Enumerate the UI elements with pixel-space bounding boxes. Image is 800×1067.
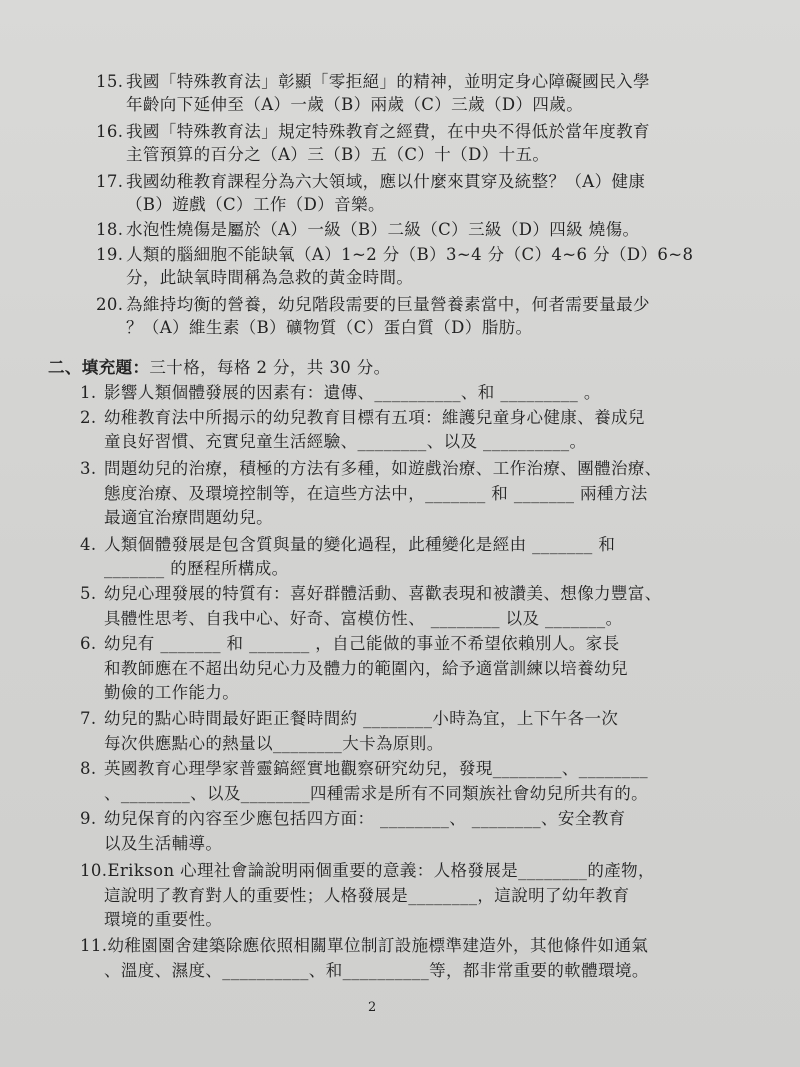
mc-item-16-line-1: 16. 我國「特殊教育法」規定特殊教育之經費，在中央不得低於當年度教育 (96, 122, 650, 141)
mc-item-15-line-2: 年齡向下延伸至（A）一歲（B）兩歲（C）三歲（D）四歲。 (126, 95, 584, 114)
fill-item-5-line-2: 具體性思考、自我中心、好奇、富模仿性、 ________ 以及 _______。 (104, 609, 623, 628)
page-number: 2 (368, 1000, 377, 1015)
fill-item-9-line-2: 以及生活輔導。 (104, 834, 223, 853)
fill-item-10-line-2: 這說明了教育對人的重要性；人格發展是________，這說明了幼年教育 (104, 886, 630, 905)
fill-item-11-line-2: 、溫度、濕度、__________、和__________等，都非常重要的軟體環境。 (104, 961, 649, 980)
fill-item-10-line-3: 環境的重要性。 (104, 910, 223, 929)
fill-item-4-line-1: 4. 人類個體發展是包含質與量的變化過程，此種變化是經由 _______ 和 (80, 535, 616, 554)
section-2-heading (48, 357, 391, 379)
mc-item-15-line-1: 15. 我國「特殊教育法」彰顯「零拒絕」的精神，並明定身心障礙國民入學 (96, 72, 650, 91)
fill-item-8-line-1: 8. 英國教育心理學家普靈鎬經實地觀察研究幼兒，發現________、________ (80, 759, 648, 778)
mc-item-16-line-2: 主管預算的百分之（A）三（B）五（C）十（D）十五。 (126, 145, 550, 164)
fill-item-6-line-1: 6. 幼兒有 _______ 和 _______ ，自己能做的事並不希望依賴別人。家長 (80, 634, 620, 653)
fill-item-6-line-2: 和教師應在不超出幼兒心力及體力的範圍內，給予適當訓練以培養幼兒 (104, 659, 628, 678)
mc-item-20-line-1: 20. 為維持均衡的營養，幼兒階段需要的巨量營養素當中，何者需要量最少 (96, 295, 650, 314)
fill-item-10-line-1: 10.Erikson 心理社會論說明兩個重要的意義：人格發展是________的產物， (80, 861, 655, 880)
fill-item-2-line-1: 2. 幼稚教育法中所揭示的幼兒教育目標有五項：維護兒童身心健康、養成兒 (80, 408, 645, 427)
fill-item-3-line-2: 態度治療、及環境控制等，在這些方法中，_______ 和 _______ 兩種方法 (104, 484, 648, 503)
fill-item-9-line-1: 9. 幼兒保育的內容至少應包括四方面： ________、 ________、安全教育 (80, 809, 626, 828)
mc-item-17-line-2: （B）遊戲（C）工作（D）音樂。 (126, 195, 385, 214)
mc-item-19-line-2: 分，此缺氧時間稱為急救的黃金時間。 (126, 268, 414, 287)
mc-item-19-line-1: 19. 人類的腦細胞不能缺氧（A）1~2 分（B）3~4 分（C）4~6 分（D）6~8 (96, 245, 694, 264)
fill-item-4-line-2: _______ 的歷程所構成。 (104, 559, 289, 578)
fill-item-11-line-1: 11.幼稚園園舍建築除應依照相關單位制訂設施標準建造外，其他條件如通氣 (80, 936, 649, 955)
fill-item-3-line-3: 最適宜治療問題幼兒。 (104, 508, 273, 527)
fill-item-5-line-1: 5. 幼兒心理發展的特質有：喜好群體活動、喜歡表現和被讚美、想像力豐富、 (80, 584, 662, 603)
mc-item-18-line-1: 18. 水泡性燒傷是屬於（A）一級（B）二級（C）三級（D）四級 燒傷。 (96, 220, 640, 239)
mc-item-17-line-1: 17. 我國幼稚教育課程分為六大領域，應以什麼來貫穿及統整？（A）健康 (96, 172, 646, 191)
fill-item-3-line-1: 3. 問題幼兒的治療，積極的方法有多種，如遊戲治療、工作治療、團體治療、 (80, 459, 662, 478)
fill-item-8-line-2: 、________、以及________四種需求是所有不同類族社會幼兒所共有的。 (104, 784, 648, 803)
fill-item-6-line-3: 勤儉的工作能力。 (104, 683, 240, 702)
fill-item-7-line-1: 7. 幼兒的點心時間最好距正餐時間約 ________小時為宜，上下午各一次 (80, 709, 619, 728)
section-2-scoring: 三十格，每格 2 分，共 30 分。 (149, 358, 391, 377)
fill-item-2-line-2: 童良好習慣、充實兒童生活經驗、________、以及 __________。 (104, 432, 587, 451)
fill-item-1-line-1: 1. 影響人類個體發展的因素有：遺傳、__________、和 _________ 。 (80, 383, 601, 402)
mc-item-20-line-2: ？（A）維生素（B）礦物質（C）蛋白質（D）脂肪。 (126, 318, 533, 337)
section-2-title: 二、填充題： (48, 358, 150, 377)
fill-item-7-line-2: 每次供應點心的熱量以________大卡為原則。 (104, 734, 444, 753)
